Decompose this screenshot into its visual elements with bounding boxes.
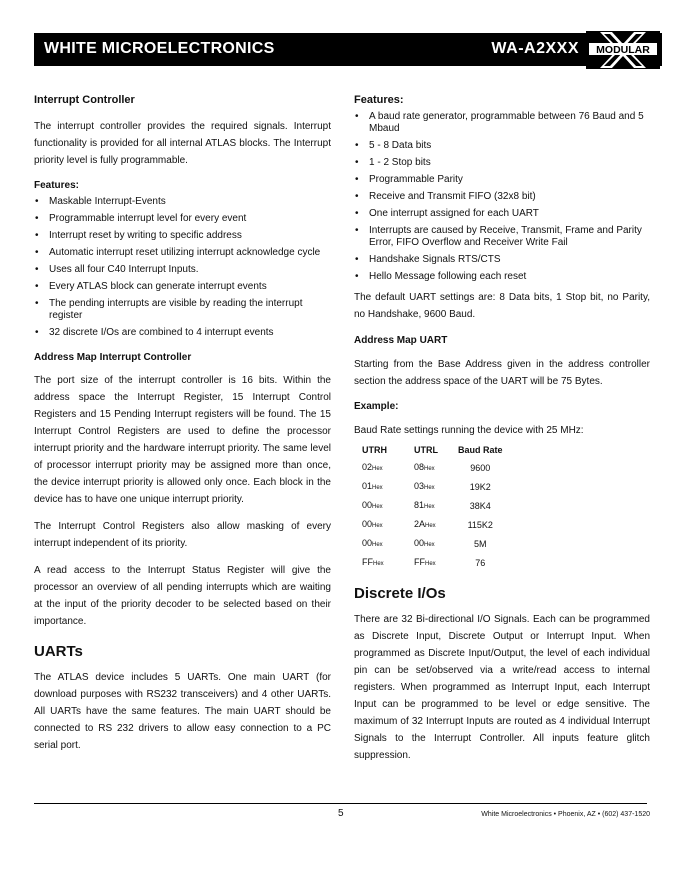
- header-utrh: UTRH: [362, 444, 387, 455]
- bullet-text: Handshake Signals RTS/CTS: [369, 254, 501, 265]
- bullet-text: Receive and Transmit FIFO (32x8 bit): [369, 191, 536, 202]
- bullet-text: Hello Message following each reset: [369, 271, 527, 282]
- modular-logo: [586, 31, 660, 69]
- bullet-icon: •: [355, 208, 359, 219]
- hex-suffix: Hex: [425, 561, 436, 567]
- baud-rate-cell: 38K4: [469, 501, 491, 511]
- bullet-text: 5 - 8 Data bits: [369, 140, 432, 151]
- utrl-cell: [414, 497, 458, 516]
- example-heading: Example:: [354, 401, 399, 412]
- bullet-icon: •: [355, 174, 359, 185]
- address-map-paragraph-3: A read access to the Interrupt Status Register will give the processor an overview of all pending interrupts which are waiting at the input of the priority decoder to be selected based on their importance.: [34, 565, 331, 627]
- utrl-cell: [414, 478, 458, 497]
- bullet-item: [354, 157, 650, 169]
- bullet-item: [34, 327, 331, 339]
- bullet-icon: •: [35, 264, 39, 275]
- bullet-text: The pending interrupts are visible by reading the interrupt register: [49, 298, 303, 321]
- utrl-cell-value: 08: [414, 462, 425, 472]
- baud-table-row: [362, 554, 503, 573]
- baud-table-row: [362, 516, 503, 535]
- utrh-cell-value: 02: [362, 462, 373, 472]
- bullet-text: Interrupts are caused by Receive, Transmit, Frame and Parity Error, FIFO Overflow and Receiver Write Fail: [369, 225, 642, 248]
- bullet-item: [34, 264, 331, 276]
- bullet-icon: •: [35, 196, 39, 207]
- bullet-item: [34, 196, 331, 208]
- footer-rule: [34, 803, 647, 804]
- left-column: [34, 92, 331, 754]
- utrh-cell: [362, 554, 414, 573]
- utrh-cell-value: FF: [362, 557, 373, 567]
- bullet-item: [354, 225, 650, 249]
- bullet-text: Maskable Interrupt-Events: [49, 196, 166, 207]
- utrl-cell: [414, 535, 458, 554]
- bullet-text: Uses all four C40 Interrupt Inputs.: [49, 264, 199, 275]
- address-map-uart-heading: Address Map UART: [354, 335, 448, 346]
- bullet-text: Programmable interrupt level for every event: [49, 213, 247, 224]
- bullet-icon: •: [355, 254, 359, 265]
- bullet-text: Programmable Parity: [369, 174, 463, 185]
- baud-rate-cell: 19K2: [469, 482, 491, 492]
- utrh-cell-value: 00: [362, 519, 373, 529]
- baud-table-header-row: [362, 441, 503, 459]
- company-address: White Microelectronics • Phoenix, AZ • (602) 437-1520: [481, 811, 650, 818]
- hex-suffix: Hex: [372, 523, 383, 529]
- utrl-cell-value: FF: [414, 557, 425, 567]
- bullet-item: [354, 174, 650, 186]
- header-utrl: UTRL: [414, 444, 438, 455]
- utrl-cell: [414, 554, 458, 573]
- bullet-item: [34, 281, 331, 293]
- utrl-cell-value: 81: [414, 500, 425, 510]
- interrupt-controller-heading: Interrupt Controller: [34, 94, 135, 106]
- interrupt-controller-intro: The interrupt controller provides the required signals. Interrupt functionality is provided for all internal ATLAS blocks. The Interrupt priority level is fully programmable.: [34, 121, 331, 166]
- utrl-cell-value: 03: [414, 481, 425, 491]
- baud-table-row: [362, 497, 503, 516]
- baud-rate-cell: 115K2: [467, 520, 493, 530]
- bullet-item: [354, 271, 650, 283]
- bullet-text: 1 - 2 Stop bits: [369, 157, 431, 168]
- hex-suffix: Hex: [372, 504, 383, 510]
- bullet-icon: •: [355, 191, 359, 202]
- baud-table-row: [362, 535, 503, 554]
- utrh-cell: [362, 535, 414, 554]
- bullet-item: [354, 208, 650, 220]
- bullet-icon: •: [35, 247, 39, 258]
- bullet-item: [34, 213, 331, 225]
- utrl-cell: [414, 516, 458, 535]
- baud-rate-cell: 5M: [474, 539, 487, 549]
- address-map-paragraph-2: The Interrupt Control Registers also allow masking of every interrupt independent of its priority.: [34, 521, 331, 549]
- header-banner: [34, 33, 662, 66]
- bullet-icon: •: [35, 230, 39, 241]
- hex-suffix: Hex: [424, 485, 435, 491]
- bullet-text: 32 discrete I/Os are combined to 4 interrupt events: [49, 327, 274, 338]
- discrete-io-heading: Discrete I/Os: [354, 585, 446, 602]
- default-settings-paragraph: The default UART settings are: 8 Data bits, 1 Stop bit, no Parity, no Handshake, 9600 Baud.: [354, 292, 650, 320]
- address-map-uart-paragraph: Starting from the Base Address given in the address controller section the address space of the UART will be 75 Bytes.: [354, 359, 650, 387]
- utrh-cell-value: 00: [362, 500, 373, 510]
- utrh-cell: [362, 516, 414, 535]
- hex-suffix: Hex: [372, 466, 383, 472]
- address-map-paragraph-1: The port size of the interrupt controller is 16 bits. Within the address space the Interrupt Register, 15 Interrupt Control Registers and 15 Pending Interrupt registers will be found. The 15 Interrupt Control Registers are used to define the processor interrupt priority and the hardware interrupt priority. The same level of processor interrupt priority may be assigned more than once, the device interrupt priority is allowed only once. Each block in the device has to have one unique interrupt priority.: [34, 375, 331, 505]
- bullet-icon: •: [355, 111, 359, 122]
- utrh-cell: [362, 478, 414, 497]
- hex-suffix: Hex: [424, 504, 435, 510]
- utrh-cell: [362, 497, 414, 516]
- utrl-cell-value: 2A: [414, 519, 426, 529]
- features-heading: Features:: [34, 180, 80, 191]
- bullet-icon: •: [35, 213, 39, 224]
- hex-suffix: Hex: [424, 542, 435, 548]
- header-baud-rate: Baud Rate: [458, 444, 503, 455]
- hex-suffix: Hex: [425, 523, 436, 529]
- baud-rate-cell: 9600: [470, 463, 491, 473]
- bullet-text: A baud rate generator, programmable between 76 Baud and 5 Mbaud: [369, 111, 644, 134]
- baud-rate-cell: 76: [475, 558, 486, 568]
- utrl-cell-value: 00: [414, 538, 425, 548]
- bullet-item: [354, 191, 650, 203]
- baud-table-row: [362, 478, 503, 497]
- utrl-cell: [414, 459, 458, 478]
- utrh-cell-value: 01: [362, 481, 373, 491]
- bullet-icon: •: [35, 327, 39, 338]
- uart-features-heading: Features:: [354, 94, 404, 106]
- bullet-icon: •: [355, 140, 359, 151]
- hex-suffix: Hex: [424, 466, 435, 472]
- bullet-text: Interrupt reset by writing to specific address: [49, 230, 242, 241]
- hex-suffix: Hex: [372, 485, 383, 491]
- bullet-text: Automatic interrupt reset utilizing interrupt acknowledge cycle: [49, 247, 321, 258]
- discrete-io-paragraph: There are 32 Bi-directional I/O Signals. Each can be programmed as Discrete Input, Discrete Output or Interrupt Input. When programmed as Discrete Input/Output, the level of each individual pin can be set/observed via a write/read access to internal registers. When programmed as Interrupt Input, each Interrupt Input can be programmed to be level or edge sensitive. The maximum of 32 Interrupt Inputs are routed as 4 individual Interrupt Signals to the Interrupt Controller. All inputs feature glitch suppression.: [354, 614, 650, 761]
- bullet-item: [354, 254, 650, 266]
- bullet-item: [34, 247, 331, 259]
- uarts-paragraph: The ATLAS device includes 5 UARTs. One main UART (for download purposes with RS232 transceivers) and 4 other UARTs. All UARTs have the same features. The main UART should be connected to RS 232 drivers to allow easy connection to a PC serial port.: [34, 672, 331, 751]
- part-number: WA-A2XXX: [491, 40, 579, 57]
- bullet-icon: •: [35, 298, 39, 309]
- uart-feature-list: [354, 111, 650, 283]
- bullet-item: [34, 230, 331, 242]
- bullet-item: [354, 111, 650, 135]
- bullet-text: One interrupt assigned for each UART: [369, 208, 539, 219]
- bullet-text: Every ATLAS block can generate interrupt events: [49, 281, 267, 292]
- right-column: [354, 92, 650, 764]
- address-map-heading: Address Map Interrupt Controller: [34, 352, 192, 363]
- hex-suffix: Hex: [373, 561, 384, 567]
- example-intro: Baud Rate settings running the device with 25 MHz:: [354, 425, 584, 436]
- bullet-icon: •: [355, 271, 359, 282]
- utrh-cell-value: 00: [362, 538, 373, 548]
- bullet-icon: •: [355, 157, 359, 168]
- svg-text:MODULAR: MODULAR: [596, 44, 650, 56]
- bullet-icon: •: [355, 225, 359, 236]
- page-number: 5: [338, 808, 344, 819]
- company-name: WHITE MICROELECTRONICS: [44, 40, 275, 57]
- interrupt-feature-list: [34, 196, 331, 339]
- hex-suffix: Hex: [372, 542, 383, 548]
- bullet-item: [354, 140, 650, 152]
- bullet-icon: •: [35, 281, 39, 292]
- baud-rate-table: [362, 441, 503, 573]
- baud-table-row: [362, 459, 503, 478]
- bullet-item: [34, 298, 331, 322]
- uarts-heading: UARTs: [34, 643, 83, 660]
- utrh-cell: [362, 459, 414, 478]
